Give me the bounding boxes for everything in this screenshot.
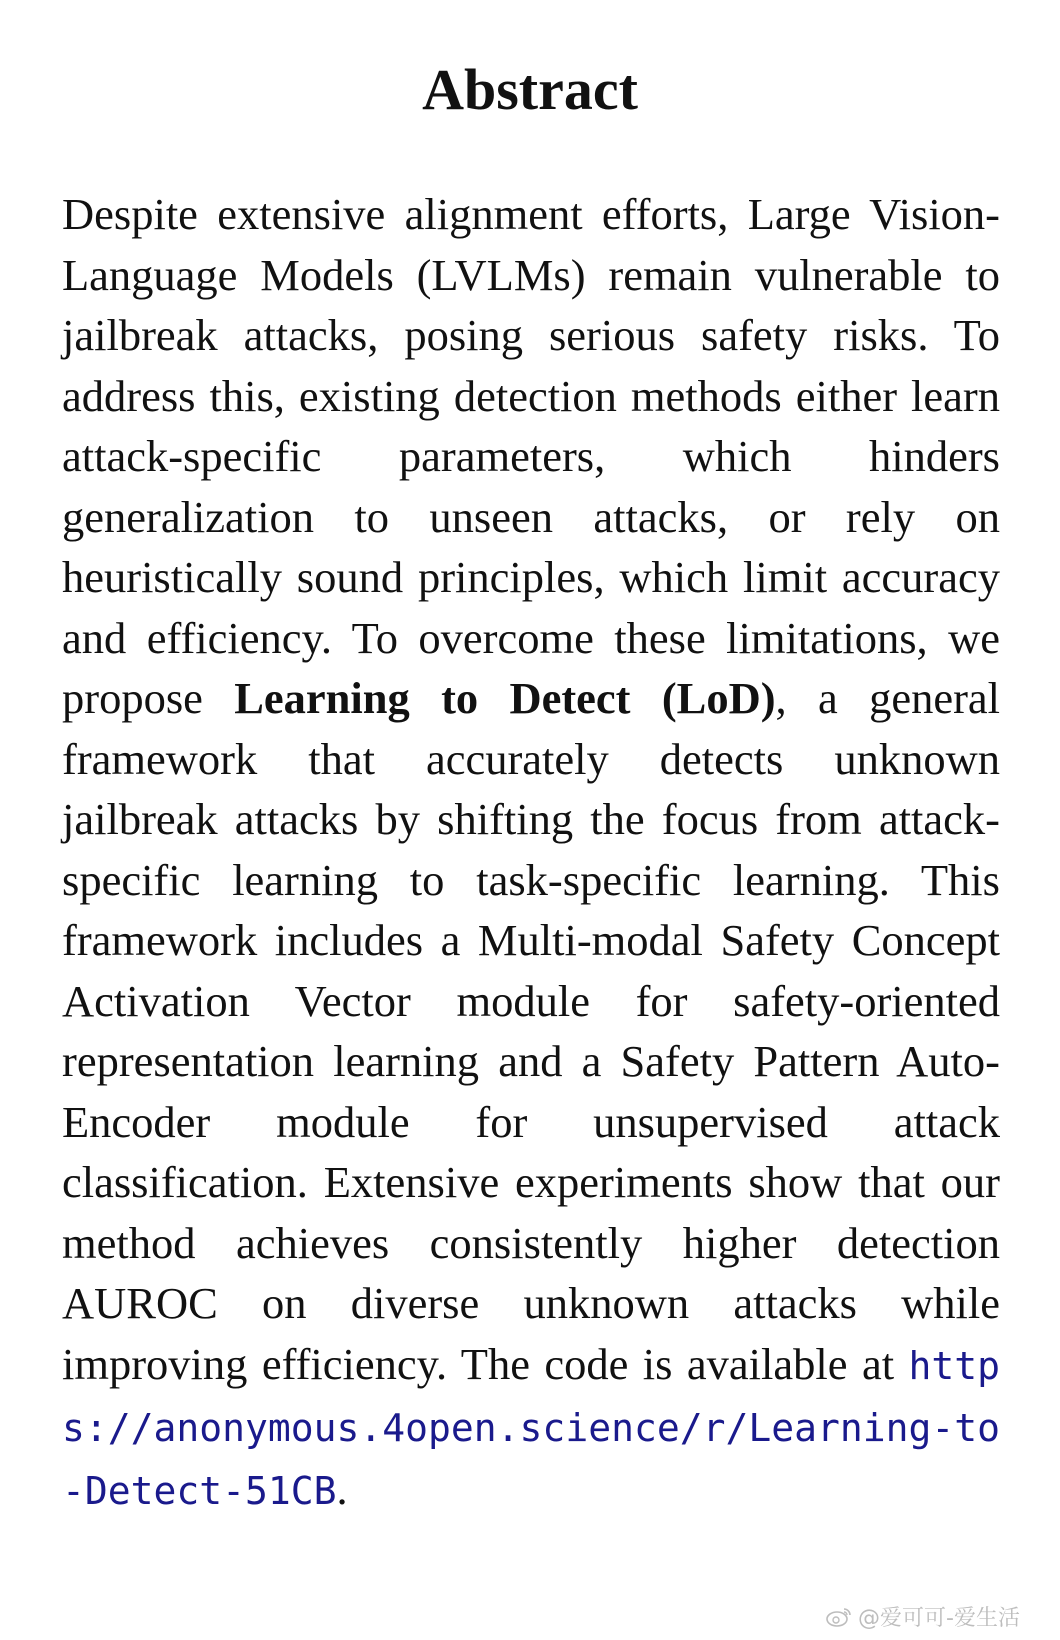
method-name: Learning to Detect (LoD) [234, 673, 776, 723]
abstract-text-part-1: Despite extensive alignment efforts, Large Vision-Language Models (LVLMs) remain vulnerable to jailbreak attacks, posing serious safety risks. To address this, existing detection methods either learn attack-specific parameters, which hinders generalization to unseen attacks, or rely on heuristically sound principles, which limit accuracy and efficiency. To overcome these limitations, we propose [62, 189, 1000, 723]
abstract-title: Abstract [422, 57, 638, 122]
watermark [826, 1601, 1020, 1632]
abstract-body [62, 184, 1000, 1521]
weibo-icon [826, 1606, 852, 1628]
watermark-text: @爱可可-爱生活 [858, 1606, 1020, 1631]
code-url-link[interactable]: https://anonymous.4open.science/r/Learning-to-Detect-51CB [62, 1343, 1000, 1513]
abstract-text-part-2: , a general framework that accurately detects unknown jailbreak attacks by shifting the focus from attack-specific learning to task-specific learning. This framework includes a Multi-modal Safety Concept Activation Vector module for safety-oriented representation learning and a Safety Pattern Auto-Encoder module for unsupervised attack classification. Extensive experiments show that our method achieves consistently higher detection AUROC on diverse unknown attacks while improving efficiency. The code is available at [62, 673, 1001, 1389]
abstract-text-part-3: . [336, 1463, 348, 1514]
